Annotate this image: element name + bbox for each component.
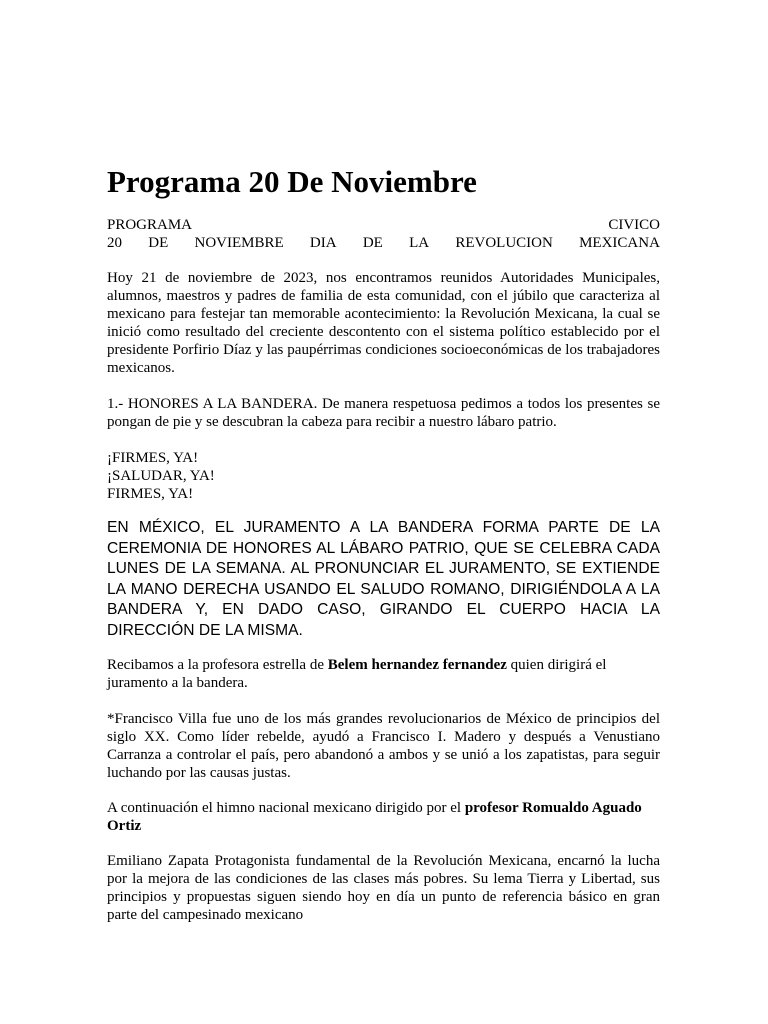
header-word: DE (362, 234, 383, 251)
command-line: FIRMES, YA! (107, 485, 194, 502)
header-word: MEXICANA (579, 234, 660, 251)
honores-paragraph: 1.- HONORES A LA BANDERA. De manera respetuosa pedimos a todos los presentes se pongan de pie y se descubran la cabeza para recibir a nuestro lábaro patrio. (107, 396, 660, 430)
intro-paragraph: Hoy 21 de noviembre de 2023, nos encontramos reunidos Autoridades Municipales, alumnos, maestros y padres de familia de esta comunidad, con el júbilo que caracteriza al mexicano para festejar tan memorable acontecimiento: la Revolución Mexicana, la cual se inició como resultado del creciente descontento con el sistema político establecido por el presidente Porfirio Díaz y las paupérrimas condiciones socioeconómicas de los trabajadores mexicanos. (107, 270, 660, 376)
header-word: NOVIEMBRE (194, 234, 284, 251)
program-header-line-2 (107, 235, 660, 253)
recibamos-text-start: Recibamos a la profesora estrella de (107, 657, 328, 673)
teacher-name: Belem hernandez fernandez (327, 657, 507, 673)
recibamos-paragraph (107, 657, 660, 693)
command-line: ¡SALUDAR, YA! (107, 467, 215, 484)
header-word: REVOLUCION (455, 234, 553, 251)
villa-paragraph: *Francisco Villa fue uno de los más grandes revolucionarios de México de principios del siglo XX. Como líder rebelde, ayudó a Francisco I. Madero y después a Venustiano Carranza a controlar el país, pero abandonó a ambos y se unió a los zapatistas, para seguir luchando por las causas justas. (107, 711, 660, 781)
zapata-paragraph: Emiliano Zapata Protagonista fundamental de la Revolución Mexicana, encarnó la lucha por la mejora de las condiciones de las clases más pobres. Su lema Tierra y Libertad, sus principios y propuestas siguen siendo hoy en día un punto de referencia básico en gran parte del campesinado mexicano (107, 853, 660, 923)
himno-text: A continuación el himno nacional mexicano dirigido por el (107, 800, 465, 816)
header-word: PROGRAMA (107, 217, 193, 233)
commands-block (107, 450, 660, 504)
program-header (107, 217, 660, 253)
director-name: profesor Romualdo Aguado Ortiz (107, 800, 642, 834)
juramento-info-paragraph: EN MÉXICO, EL JURAMENTO A LA BANDERA FORMA PARTE DE LA CEREMONIA DE HONORES AL LÁBARO PATRIO, QUE SE CELEBRA CADA LUNES DE LA SEMANA. AL PRONUNCIAR EL JURAMENTO, SE EXTIENDE LA MANO DERECHA USANDO EL SALUDO ROMANO, DIRIGIÉNDOLA A LA BANDERA Y, EN DADO CASO, GIRANDO EL CUERPO HACIA LA DIRECCIÓN DE LA MISMA. (107, 519, 660, 639)
command-line: ¡FIRMES, YA! (107, 450, 199, 466)
header-word: DE (148, 234, 169, 251)
document-title: Programa 20 De Noviembre (107, 164, 477, 199)
program-header-line-1 (107, 217, 660, 235)
header-word: LA (409, 234, 430, 251)
header-word: CIVICO (608, 217, 660, 233)
header-word: 20 (107, 234, 122, 251)
header-word: DIA (309, 234, 337, 251)
himno-paragraph (107, 800, 660, 836)
recibamos-text-end: quien dirigirá el juramento a la bandera. (107, 657, 607, 691)
